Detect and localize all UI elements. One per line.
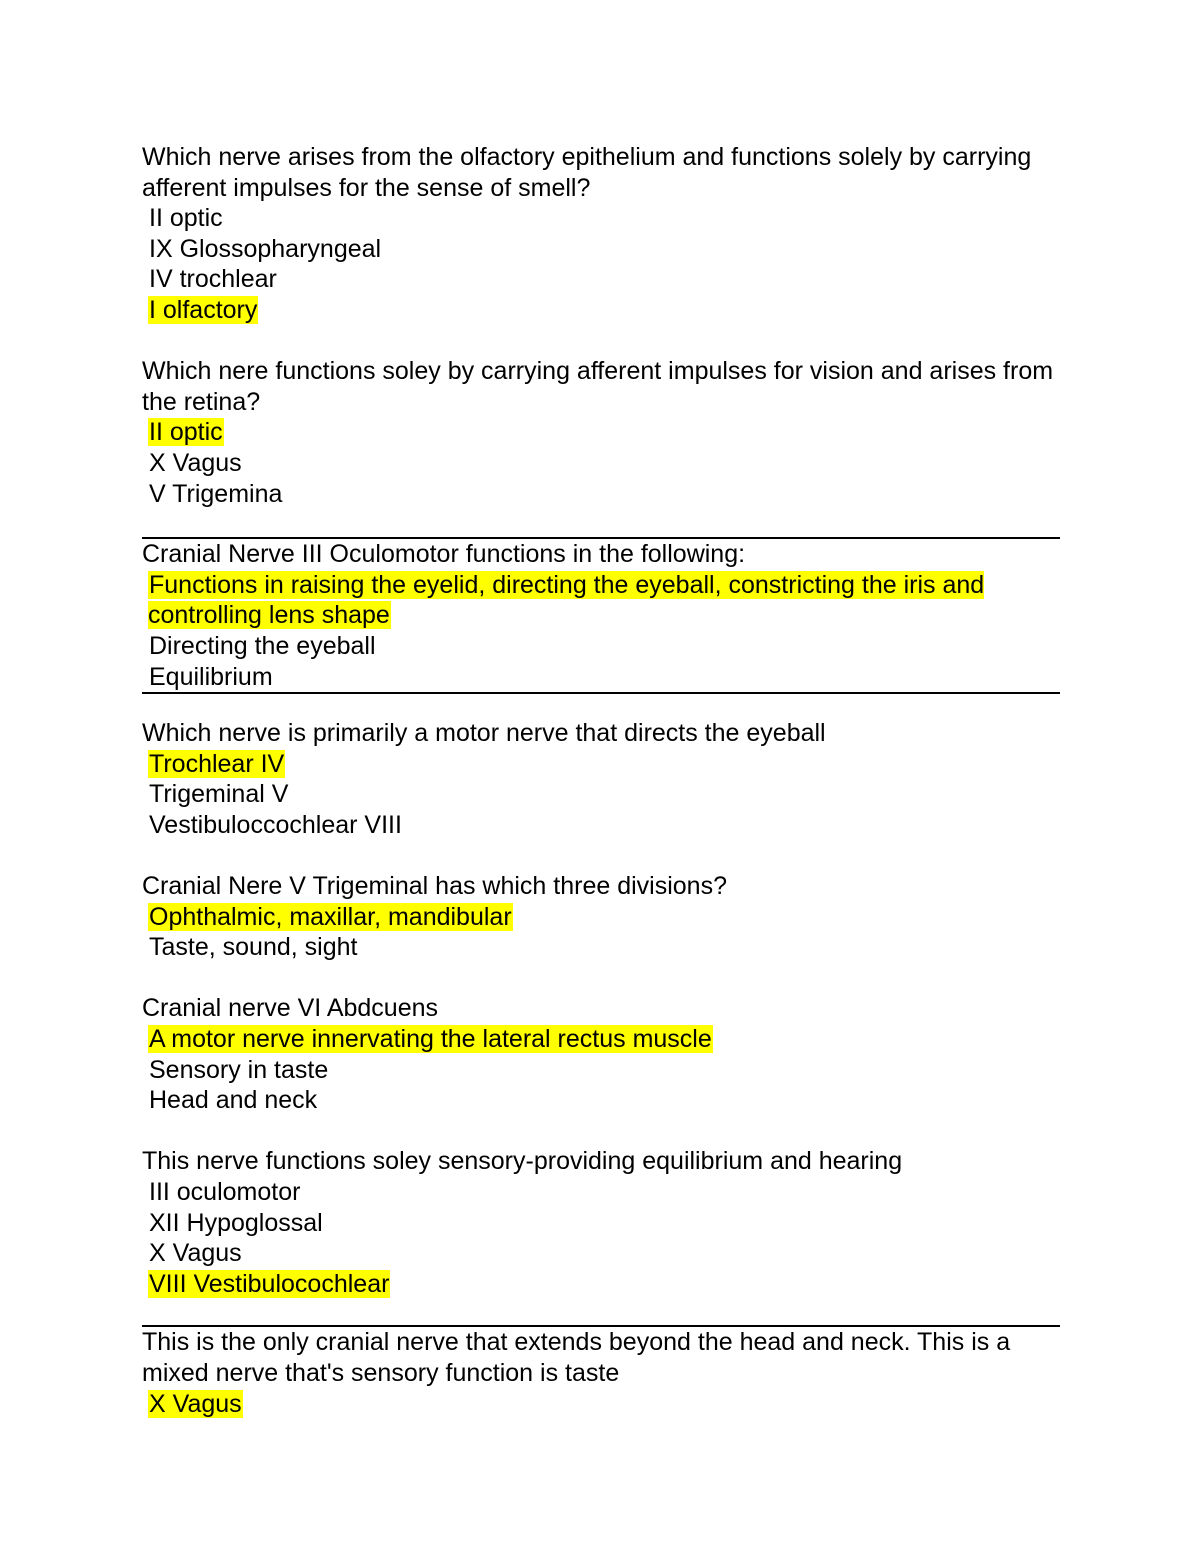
answer-option: Taste, sound, sight: [149, 933, 358, 962]
question-text: Which nere functions soley by carrying afferent impulses for vision and arises from the retina?: [142, 357, 1054, 416]
document-page: [142, 142, 1060, 1419]
answer-option: XII Hypoglossal: [149, 1208, 323, 1237]
answer-option-highlighted: I olfactory: [149, 295, 258, 324]
answer-option: Sensory in taste: [149, 1055, 329, 1084]
answer-option: Directing the eyeball: [149, 631, 376, 660]
question-block: [142, 1327, 1060, 1419]
answer-option-highlighted: Ophthalmic, maxillar, mandibular: [149, 902, 512, 931]
answer-option-highlighted: II optic: [149, 418, 223, 447]
question-block: [142, 1146, 1060, 1299]
answer-option-highlighted: VIII Vestibulocochlear: [149, 1269, 390, 1298]
answer-option: X Vagus: [149, 448, 242, 477]
answer-option: II optic: [149, 204, 223, 233]
question-text: This nerve functions soley sensory-providing equilibrium and hearing: [142, 1147, 903, 1176]
question-text: Cranial Nerve III Oculomotor functions in the following:: [142, 540, 746, 569]
answer-option-highlighted: Trochlear IV: [149, 749, 285, 778]
answer-option-highlighted: X Vagus: [149, 1389, 242, 1418]
answer-option: Vestibuloccochlear VIII: [149, 810, 402, 839]
answer-option: Trigeminal V: [149, 780, 289, 809]
answer-option: X Vagus: [149, 1239, 242, 1268]
question-text: Cranial nerve VI Abdcuens: [142, 994, 439, 1023]
answer-option: III oculomotor: [149, 1178, 301, 1206]
question-block: [142, 718, 1060, 840]
answer-option: Head and neck: [149, 1086, 318, 1115]
answer-option: IX Glossopharyngeal: [149, 234, 382, 263]
question-block: [142, 539, 1060, 692]
question-text: Cranial Nere V Trigeminal has which three divisions?: [142, 872, 727, 901]
question-text: Which nerve arises from the olfactory epithelium and functions solely by carrying afferent impulses for the sense of smell?: [142, 143, 1032, 202]
question-text: Which nerve is primarily a motor nerve that directs the eyeball: [142, 719, 826, 748]
question-block: [142, 356, 1060, 509]
question-block: [142, 993, 1060, 1115]
question-block: [142, 871, 1060, 963]
answer-option: V Trigemina: [149, 479, 283, 508]
answer-option-highlighted: Functions in raising the eyelid, directing the eyeball, constricting the iris and controlling lens shape: [148, 570, 985, 630]
question-text: This is the only cranial nerve that extends beyond the head and neck. This is a mixed nerve that's sensory function is taste: [142, 1328, 1011, 1387]
question-block: [142, 142, 1060, 326]
answer-option: Equilibrium: [149, 662, 273, 691]
answer-option: IV trochlear: [149, 265, 277, 294]
answer-option-highlighted: A motor nerve innervating the lateral rectus muscle: [149, 1025, 712, 1054]
